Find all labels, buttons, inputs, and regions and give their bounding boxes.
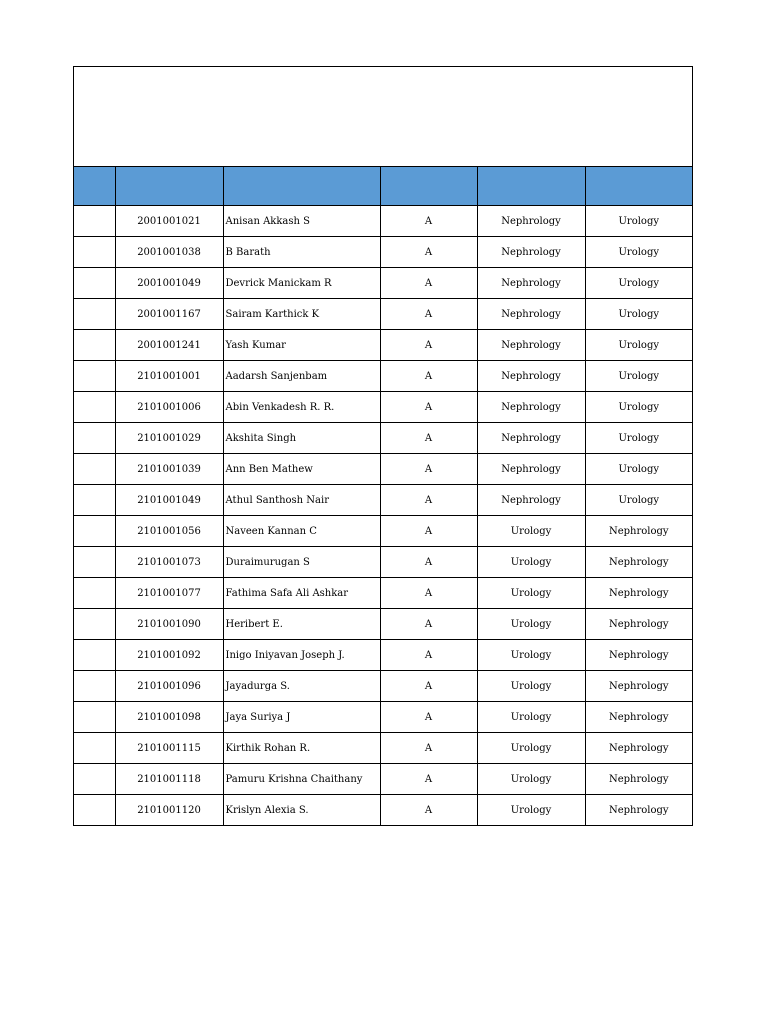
table-row (74, 423, 692, 454)
posting-1-cell: Urology (477, 795, 585, 826)
posting-2-cell: Urology (585, 454, 692, 485)
group-cell: A (380, 609, 477, 640)
posting-2-cell: Urology (585, 299, 692, 330)
group-cell: A (380, 454, 477, 485)
posting-1-cell: Nephrology (477, 423, 585, 454)
name-cell: Fathima Safa Ali Ashkar (223, 578, 380, 609)
header-cell-group (380, 167, 477, 206)
group-cell: A (380, 547, 477, 578)
group-cell: A (380, 268, 477, 299)
id-cell: 2101001056 (115, 516, 223, 547)
serial-cell (74, 547, 115, 578)
name-cell: Duraimurugan S (223, 547, 380, 578)
title-area (74, 67, 692, 167)
posting-2-cell: Nephrology (585, 671, 692, 702)
name-cell: Kirthik Rohan R. (223, 733, 380, 764)
name-cell: Heribert E. (223, 609, 380, 640)
posting-2-cell: Nephrology (585, 733, 692, 764)
posting-1-cell: Urology (477, 578, 585, 609)
table-row (74, 578, 692, 609)
table-row (74, 454, 692, 485)
table-row (74, 733, 692, 764)
posting-1-cell: Nephrology (477, 330, 585, 361)
table-row (74, 268, 692, 299)
group-cell: A (380, 516, 477, 547)
table-row (74, 547, 692, 578)
posting-2-cell: Urology (585, 330, 692, 361)
header-row (74, 167, 692, 206)
name-cell: Yash Kumar (223, 330, 380, 361)
posting-1-cell: Nephrology (477, 392, 585, 423)
serial-cell (74, 299, 115, 330)
serial-cell (74, 795, 115, 826)
header-cell-serial (74, 167, 115, 206)
id-cell: 2101001092 (115, 640, 223, 671)
posting-1-cell: Urology (477, 733, 585, 764)
posting-2-cell: Nephrology (585, 764, 692, 795)
id-cell: 2101001096 (115, 671, 223, 702)
name-cell: Jaya Suriya J (223, 702, 380, 733)
posting-2-cell: Nephrology (585, 640, 692, 671)
posting-1-cell: Urology (477, 516, 585, 547)
posting-1-cell: Nephrology (477, 361, 585, 392)
posting-1-cell: Urology (477, 671, 585, 702)
table-row (74, 764, 692, 795)
name-cell: Krislyn Alexia S. (223, 795, 380, 826)
name-cell: Athul Santhosh Nair (223, 485, 380, 516)
group-cell: A (380, 733, 477, 764)
serial-cell (74, 485, 115, 516)
group-cell: A (380, 485, 477, 516)
id-cell: 2001001038 (115, 237, 223, 268)
id-cell: 2101001120 (115, 795, 223, 826)
serial-cell (74, 671, 115, 702)
serial-cell (74, 640, 115, 671)
id-cell: 2101001098 (115, 702, 223, 733)
posting-2-cell: Nephrology (585, 547, 692, 578)
serial-cell (74, 206, 115, 237)
serial-cell (74, 268, 115, 299)
posting-1-cell: Urology (477, 764, 585, 795)
posting-1-cell: Nephrology (477, 485, 585, 516)
posting-2-cell: Urology (585, 423, 692, 454)
header-cell-name (223, 167, 380, 206)
posting-1-cell: Urology (477, 609, 585, 640)
table-row (74, 485, 692, 516)
id-cell: 2101001115 (115, 733, 223, 764)
serial-cell (74, 237, 115, 268)
id-cell: 2101001049 (115, 485, 223, 516)
name-cell: Aadarsh Sanjenbam (223, 361, 380, 392)
posting-2-cell: Nephrology (608, 804, 669, 816)
spreadsheet-table-frame (73, 66, 693, 826)
group-cell: A (380, 578, 477, 609)
table-row (74, 640, 692, 671)
name-cell: Devrick Manickam R (223, 268, 380, 299)
id-cell: 2101001090 (115, 609, 223, 640)
serial-cell (74, 454, 115, 485)
table-row (74, 361, 692, 392)
serial-cell (74, 578, 115, 609)
id-cell: 2001001021 (115, 206, 223, 237)
posting-2-cell: Nephrology (585, 702, 692, 733)
group-cell: A (380, 361, 477, 392)
name-cell: Akshita Singh (223, 423, 380, 454)
posting-1-cell: Nephrology (477, 299, 585, 330)
table-row (74, 609, 692, 640)
posting-2-cell: Nephrology (585, 516, 692, 547)
name-cell: B Barath (223, 237, 380, 268)
table-body (74, 206, 692, 826)
posting-1-cell: Urology (477, 640, 585, 671)
group-cell: A (380, 330, 477, 361)
group-cell: A (380, 237, 477, 268)
posting-1-cell: Nephrology (477, 268, 585, 299)
table-row (74, 795, 692, 826)
posting-1-cell: Nephrology (477, 454, 585, 485)
group-cell: A (380, 423, 477, 454)
student-posting-table (74, 167, 692, 825)
serial-cell (74, 764, 115, 795)
table-row (74, 671, 692, 702)
id-cell: 2101001073 (115, 547, 223, 578)
posting-2-cell: Urology (585, 361, 692, 392)
group-cell: A (380, 392, 477, 423)
header-cell-posting-1 (477, 167, 585, 206)
posting-2-cell: Urology (585, 268, 692, 299)
group-cell: A (380, 299, 477, 330)
id-cell: 2101001006 (115, 392, 223, 423)
table-row (74, 237, 692, 268)
group-cell: A (380, 764, 477, 795)
serial-cell (74, 392, 115, 423)
serial-cell (74, 423, 115, 454)
group-cell: A (380, 671, 477, 702)
posting-2-cell: Urology (585, 206, 692, 237)
posting-1-cell: Urology (477, 702, 585, 733)
name-cell: Abin Venkadesh R. R. (223, 392, 380, 423)
group-cell: A (380, 702, 477, 733)
table-row (74, 206, 692, 237)
id-cell: 2101001001 (115, 361, 223, 392)
posting-1-cell: Nephrology (477, 237, 585, 268)
table-row (74, 516, 692, 547)
serial-cell (74, 330, 115, 361)
group-cell: A (380, 206, 477, 237)
posting-2-cell: Urology (585, 392, 692, 423)
table-row (74, 702, 692, 733)
group-cell: A (380, 640, 477, 671)
id-cell: 2001001049 (115, 268, 223, 299)
id-cell: 2101001118 (115, 764, 223, 795)
id-cell: 2101001077 (115, 578, 223, 609)
id-cell: 2001001167 (115, 299, 223, 330)
posting-2-cell: Urology (585, 485, 692, 516)
serial-cell (74, 516, 115, 547)
header-cell-posting-2 (585, 167, 692, 206)
posting-2-cell: Urology (585, 237, 692, 268)
serial-cell (74, 361, 115, 392)
posting-2-cell: Nephrology (585, 609, 692, 640)
table-row (74, 392, 692, 423)
posting-1-cell: Urology (477, 547, 585, 578)
serial-cell (74, 733, 115, 764)
header-cell-id (115, 167, 223, 206)
table-row (74, 299, 692, 330)
table-row (74, 330, 692, 361)
name-cell: Ann Ben Mathew (223, 454, 380, 485)
name-cell: Inigo Iniyavan Joseph J. (223, 640, 380, 671)
posting-1-cell: Nephrology (477, 206, 585, 237)
serial-cell (74, 609, 115, 640)
name-cell: Anisan Akkash S (223, 206, 380, 237)
id-cell: 2001001241 (115, 330, 223, 361)
id-cell: 2101001029 (115, 423, 223, 454)
serial-cell (74, 702, 115, 733)
name-cell: Jayadurga S. (223, 671, 380, 702)
name-cell: Naveen Kannan C (223, 516, 380, 547)
name-cell: Sairam Karthick K (223, 299, 380, 330)
group-cell: A (380, 795, 477, 826)
id-cell: 2101001039 (115, 454, 223, 485)
posting-2-cell: Nephrology (585, 578, 692, 609)
name-cell: Pamuru Krishna Chaithany (223, 764, 380, 795)
